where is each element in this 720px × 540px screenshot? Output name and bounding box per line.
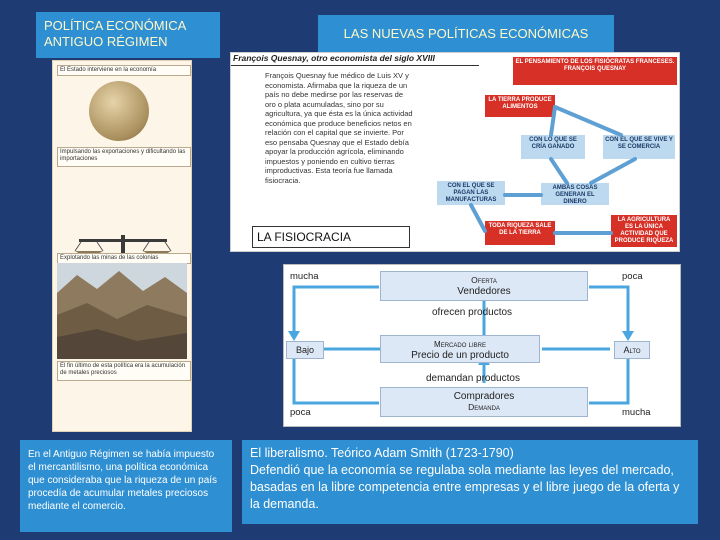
caption-colonias: Explotando las minas de las colonias (57, 253, 191, 264)
liberalismo-heading: El liberalismo. Teórico Adam Smith (1723-1790) (250, 446, 514, 460)
fisiocracia-panel (230, 52, 680, 252)
quesnay-text: François Quesnay fue médico de Luis XV y economista. Afirmaba que la riqueza de un país no debe medirse por las reservas de oro o plata acumuladas, sino por su agricultura, ya que ésta es la única actividad económica que produce beneficios netos en relación con el capital que se invierte. Por eso pensaba Quesnay que el Estado debía apoyar la producción agrícola, eliminando impuestos y poniendo en cultivo tierras improductivas. Esta teoría fue llamada fisiocracia. (265, 71, 413, 185)
mercado-box (380, 335, 540, 363)
box-pensamiento: EL PENSAMIENTO DE LOS FISIÓCRATAS FRANCESES. FRANÇOIS QUESNAY (513, 57, 677, 85)
title-antiguo-regimen (36, 12, 220, 58)
fisiocracia-label: LA FISIOCRACIA (252, 226, 410, 248)
alto-box: Alto (614, 341, 650, 359)
oferta-box (380, 271, 588, 301)
bajo-box: Bajo (286, 341, 324, 359)
compradores-label: Compradores (453, 391, 515, 402)
demanda-box (380, 387, 588, 417)
box-agricultura: LA AGRICULTURA ES LA ÚNICA ACTIVIDAD QUE PRODUCE RIQUEZA (611, 215, 677, 247)
market-diagram (283, 264, 681, 427)
label-demandan: demandan productos (426, 373, 520, 384)
mercantilism-illustration (52, 60, 192, 432)
box-vive-comercia: CON EL QUE SE VIVE Y SE COMERCIA (603, 135, 675, 159)
label-poca-top: poca (622, 271, 643, 282)
box-toda-riqueza: TODA RIQUEZA SALE DE LA TIERRA (485, 221, 555, 245)
caption-exportaciones: Impulsando las exportaciones y dificultando las importaciones (57, 147, 191, 167)
coin-image (89, 81, 149, 141)
label-poca-bottom: poca (290, 407, 311, 418)
title-right-text: LAS NUEVAS POLÍTICAS ECONÓMICAS (343, 26, 589, 41)
oferta-label: Oferta (471, 275, 497, 285)
box-generan-dinero: AMBAS COSAS GENERAN EL DINERO (541, 183, 609, 205)
demanda-label: Demanda (468, 402, 500, 412)
caption-estado: El Estado interviene en la economía (57, 65, 191, 76)
fisiocracia-heading: François Quesnay, otro economista del siglo XVIII (233, 53, 435, 63)
mercantilismo-description: En el Antiguo Régimen se había impuesto el mercantilismo, una política económica que consideraba que la riqueza de un país procedía de acumular metales preciosos mediante el comercio. (20, 440, 232, 532)
label-mucha-top: mucha (290, 271, 319, 282)
quesnay-portrait (235, 71, 261, 231)
caption-metales: El fin último de esta política era la acumulación de metales preciosos (57, 361, 191, 381)
liberalismo-description (242, 440, 698, 524)
box-tierra-produce: LA TIERRA PRODUCE ALIMENTOS (485, 95, 555, 117)
label-ofrecen: ofrecen productos (432, 307, 513, 318)
title-nuevas-politicas (318, 15, 614, 53)
title-left-text: POLÍTICA ECONÓMICA ANTIGUO RÉGIMEN (44, 18, 186, 49)
box-manufacturas: CON EL QUE SE PAGAN LAS MANUFACTURAS (437, 181, 505, 205)
mine-image (57, 263, 187, 359)
box-ganado: CON LO QUE SE CRÍA GANADO (521, 135, 585, 159)
mercado-libre-label: Mercado libre (434, 340, 486, 349)
liberalismo-body: Defendió que la economía se regulaba sola mediante las leyes del mercado, basadas en la libre competencia entre empresas y el libre juego de la oferta y la demanda. (250, 463, 680, 511)
label-mucha-bottom: mucha (622, 407, 651, 418)
vendedores-label: Vendedores (457, 286, 511, 297)
precio-label: Precio de un producto (411, 350, 509, 361)
